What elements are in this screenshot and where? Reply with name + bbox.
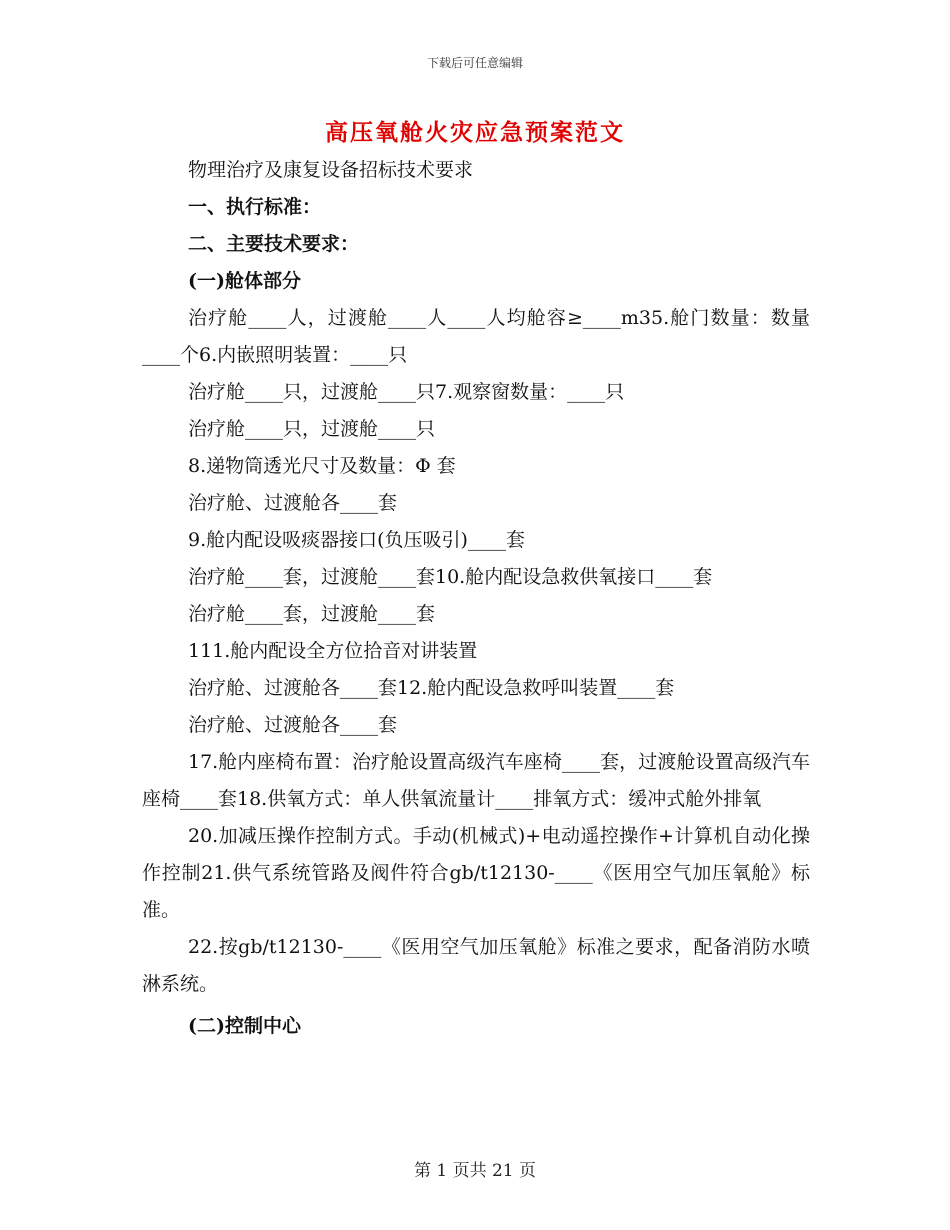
- body-paragraph: 8.递物筒透光尺寸及数量：Φ 套: [188, 455, 456, 477]
- section-heading: 一、执行标准：: [188, 196, 322, 218]
- subsection-heading: (一)舱体部分: [188, 270, 301, 292]
- subsection-heading: (二)控制中心: [188, 1015, 301, 1037]
- body-paragraph: 20.加减压操作控制方式。手动(机械式)+电动遥控操作+计算机自动化操作控制21.供气系统管路及阀件符合gb/t12130-____《医用空气加压氧舱》标准。: [142, 825, 810, 921]
- body-paragraph: 17.舱内座椅布置：治疗舱设置高级汽车座椅____套，过渡舱设置高级汽车座椅____套18.供氧方式：单人供氧流量计____排氧方式：缓冲式舱外排氧: [142, 751, 810, 810]
- body-paragraph: 治疗舱____套，过渡舱____套: [188, 603, 436, 625]
- body-paragraph: 111.舱内配设全方位拾音对讲装置: [188, 640, 478, 662]
- subtitle-paragraph: 物理治疗及康复设备招标技术要求: [188, 159, 474, 181]
- body-paragraph: 治疗舱、过渡舱各____套: [188, 492, 398, 514]
- section-heading: 二、主要技术要求：: [188, 233, 360, 255]
- document-body: [142, 152, 810, 1045]
- body-paragraph: 治疗舱____套，过渡舱____套10.舱内配设急救供氧接口____套: [188, 566, 713, 588]
- page-header: 下载后可任意编辑: [426, 56, 523, 70]
- body-paragraph: 治疗舱、过渡舱各____套: [188, 714, 398, 736]
- body-paragraph: 治疗舱____只，过渡舱____只7.观察窗数量：____只: [188, 381, 625, 403]
- body-paragraph: 9.舱内配设吸痰器接口(负压吸引)____套: [188, 529, 525, 551]
- page-footer: 第 1 页共 21 页: [413, 1161, 537, 1181]
- body-paragraph: 22.按gb/t12130-____《医用空气加压氧舱》标准之要求，配备消防水喷淋系统。: [142, 936, 810, 995]
- body-paragraph: 治疗舱____只，过渡舱____只: [188, 418, 436, 440]
- body-paragraph: 治疗舱____人，过渡舱____人____人均舱容≥____m35.舱门数量：数量____个6.内嵌照明装置：____只: [142, 307, 810, 366]
- body-paragraph: 治疗舱、过渡舱各____套12.舱内配设急救呼叫装置____套: [188, 677, 675, 699]
- document-title: 高压氧舱火灾应急预案范文: [325, 119, 625, 146]
